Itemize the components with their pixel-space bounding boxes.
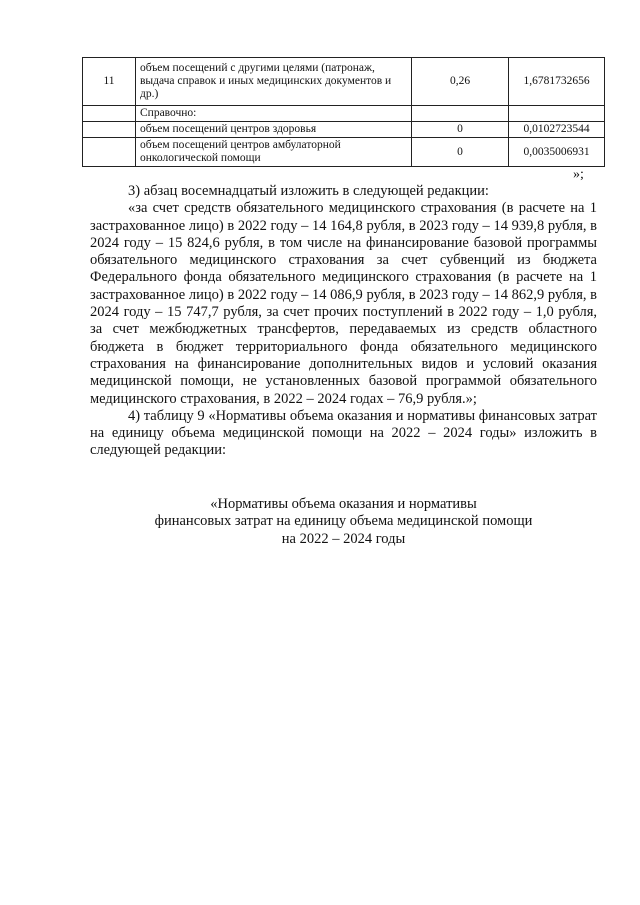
- row-cost-norm: 0,0102723544: [509, 122, 605, 138]
- row-number: [83, 106, 136, 122]
- table-heading: [90, 496, 597, 548]
- row-volume-norm: 0: [412, 122, 509, 138]
- norms-table: [82, 57, 605, 167]
- row-description: объем посещений с другими целями (патронаж, выдача справок и иных медицинских документов и др.): [136, 58, 412, 106]
- heading-line-3: на 2022 – 2024 годы: [281, 530, 406, 547]
- body-text: [90, 183, 597, 460]
- paragraph-amendment-4: 4) таблицу 9 «Нормативы объема оказания и нормативы финансовых затрат на единицу объема медицинской помощи на 2022 – 2024 годы» изложить в следующей редакции:: [90, 407, 597, 459]
- paragraph-funding-text: «за счет средств обязательного медицинского страхования (в расчете на 1 застрахованное лицо) в 2022 году – 14 164,8 рубля, в 2023 году – 14 939,8 рубля, в 2024 году – 15 824,6 рубля, в том числе на финансирование базовой программы обязательного медицинского страхования за счет субвенций из бюджета Федерального фонда обязательного медицинского страхования (в расчете на 1 застрахованное лицо) в 2022 году – 14 086,9 рубля, в 2023 году – 14 862,9 рубля, в 2024 году – 15 747,7 рубля, за счет прочих поступлений в 2022 году – 1,0 рубля, за счет межбюджетных трансфертов, передаваемых из средств областного бюджета в бюджет территориального фонда обязательного медицинского страхования на финансирование дополнительных видов и условий оказания медицинской помощи, не установленных базовой программой обязательного медицинского страхования, в 2022 – 2024 годах – 76,9 рубля.»;: [90, 200, 597, 407]
- closing-quote: »;: [573, 167, 584, 182]
- paragraph-amendment-3: 3) абзац восемнадцатый изложить в следующей редакции:: [128, 183, 489, 199]
- row-volume-norm: 0,26: [412, 58, 509, 106]
- row-number: [83, 138, 136, 167]
- heading-line-2: финансовых затрат на единицу объема медицинской помощи: [154, 513, 533, 530]
- row-number: [83, 122, 136, 138]
- row-cost-norm: 1,6781732656: [509, 58, 605, 106]
- row-description: Справочно:: [136, 106, 412, 122]
- heading-line-1: «Нормативы объема оказания и нормативы: [210, 496, 477, 512]
- row-number: 11: [83, 58, 136, 106]
- row-description: объем посещений центров здоровья: [136, 122, 412, 138]
- row-volume-norm: [412, 106, 509, 122]
- table-row: [83, 106, 605, 122]
- table-row: [83, 122, 605, 138]
- table-row: [83, 138, 605, 167]
- row-volume-norm: 0: [412, 138, 509, 167]
- row-description: объем посещений центров амбулаторной онкологической помощи: [136, 138, 412, 167]
- row-cost-norm: [509, 106, 605, 122]
- row-cost-norm: 0,0035006931: [509, 138, 605, 167]
- table-row: [83, 58, 605, 106]
